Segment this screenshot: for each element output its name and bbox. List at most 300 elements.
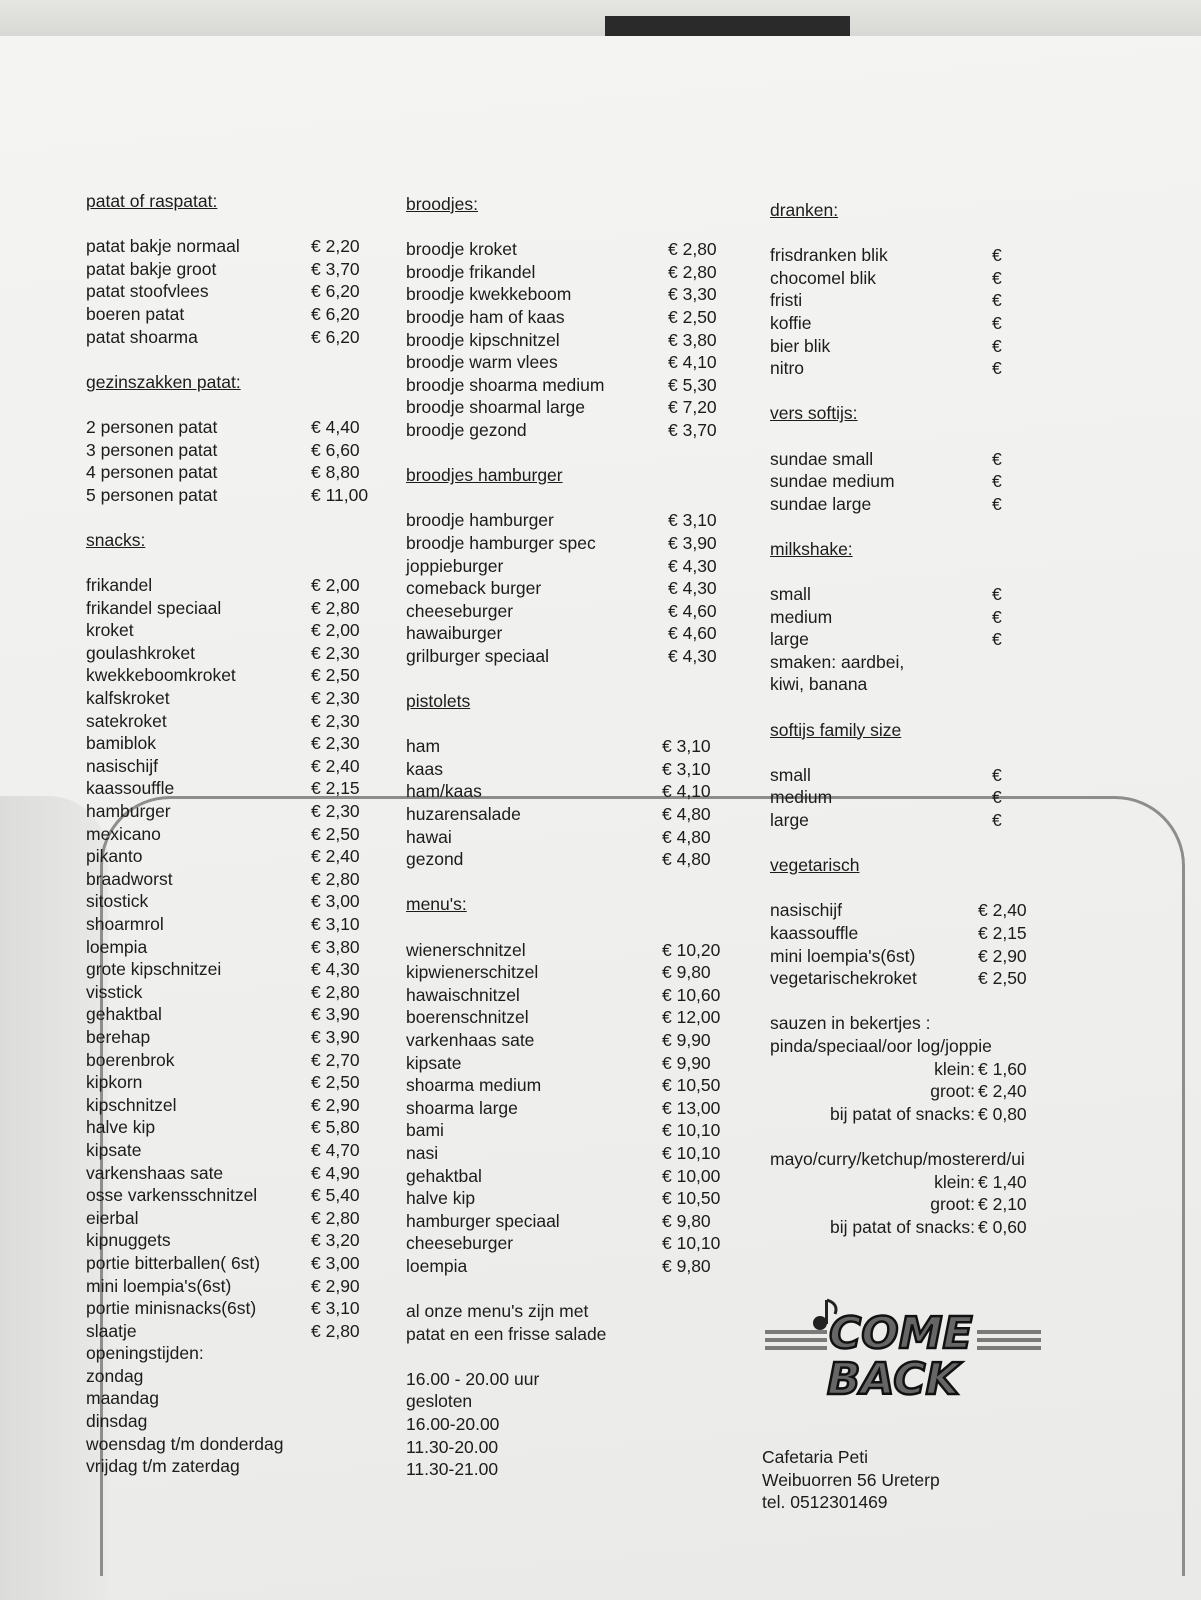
sauce-price — [770, 1216, 1060, 1239]
drink-item — [770, 312, 1060, 335]
snack-item — [86, 619, 386, 642]
broodje-item-name: broodje kwekkeboom — [406, 284, 572, 305]
sauce-price-label: groot: — [930, 1194, 975, 1215]
sauces-title: sauzen in bekertjes : — [770, 1013, 931, 1034]
snack-item-price: € 2,40 — [311, 846, 360, 867]
snack-item-name: frikandel speciaal — [86, 597, 222, 618]
menu-item-price: € 10,50 — [662, 1188, 721, 1209]
family-item — [770, 764, 1060, 787]
snack-item-price: € 3,00 — [311, 1252, 360, 1273]
sauce-price-label: klein: — [934, 1058, 975, 1079]
snack-item-price: € 3,00 — [311, 891, 360, 912]
snack-item-price: € 5,80 — [311, 1117, 360, 1138]
snack-item — [86, 1275, 386, 1298]
menu-item-name: nasi — [406, 1142, 439, 1163]
address-block — [762, 1446, 940, 1514]
milkshake-flavors: kiwi, banana — [770, 674, 868, 695]
hamburger-item-price: € 4,30 — [668, 578, 717, 599]
broodje-item-name: broodje kipschnitzel — [406, 329, 560, 350]
pistolet-item — [406, 803, 736, 826]
snack-item — [86, 981, 386, 1004]
pistolet-item — [406, 735, 736, 758]
snack-item-name: kwekkeboomkroket — [86, 665, 236, 686]
broodje-item-price: € 2,80 — [668, 239, 717, 260]
snack-item — [86, 1003, 386, 1026]
snack-item-name: bamiblok — [86, 733, 157, 754]
menu-item — [406, 1052, 736, 1075]
family-item — [770, 809, 1060, 832]
pistolet-item-price: € 4,80 — [662, 804, 711, 825]
broodje-item — [406, 351, 736, 374]
snack-item-price: € 2,30 — [311, 710, 360, 731]
section-heading-menus: menu's: — [406, 894, 467, 915]
patat-item-name: patat shoarma — [86, 326, 198, 347]
broodje-item — [406, 374, 736, 397]
menu-item — [406, 1029, 736, 1052]
pistolet-item-price: € 3,10 — [662, 736, 711, 757]
sauce-price — [770, 1193, 1060, 1216]
gezinszak-item — [86, 484, 386, 507]
milkshake-item-price: € — [992, 629, 1002, 650]
snack-item — [86, 642, 386, 665]
snack-item — [86, 687, 386, 710]
snack-item-price: € 2,80 — [311, 1320, 360, 1341]
hamburger-item — [406, 555, 736, 578]
section-heading-gezinszakken: gezinszakken patat: — [86, 371, 241, 392]
gezinszak-item-price: € 11,00 — [311, 484, 369, 505]
sauce-price-value: € 1,60 — [978, 1058, 1027, 1079]
section-heading-family-size: softijs family size — [770, 719, 902, 740]
snack-item-price: € 2,80 — [311, 1207, 360, 1228]
menu-item — [406, 1255, 736, 1278]
snack-item-price: € 2,00 — [311, 620, 360, 641]
snack-item-price: € 3,20 — [311, 1230, 360, 1251]
menu-item-price: € 9,90 — [662, 1052, 711, 1073]
sauce-price — [770, 1171, 1060, 1194]
snack-item — [86, 1049, 386, 1072]
snack-item-price: € 4,90 — [311, 1162, 360, 1183]
snack-item-name: frikandel — [86, 575, 153, 596]
hamburger-item-price: € 4,30 — [668, 645, 717, 666]
patat-item — [86, 303, 386, 326]
drink-item-price: € — [992, 312, 1002, 333]
menu-item-name: shoarma large — [406, 1097, 518, 1118]
milkshake-item-price: € — [992, 606, 1002, 627]
sauce-price-value: € 1,40 — [978, 1171, 1027, 1192]
vega-item — [770, 945, 1060, 968]
opening-time: 16.00-20.00 — [406, 1414, 500, 1435]
drink-item-price: € — [992, 335, 1002, 356]
menu-item — [406, 1187, 736, 1210]
drink-item — [770, 335, 1060, 358]
logo-text-top: COME — [829, 1308, 973, 1359]
menu-item — [406, 1006, 736, 1029]
section-heading-broodjes: broodjes: — [406, 194, 478, 214]
snack-item-name: varkenshaas sate — [86, 1162, 224, 1183]
menu-item-price: € 9,80 — [662, 1255, 711, 1276]
menu-column-3 — [770, 199, 1060, 1238]
snack-item — [86, 958, 386, 981]
pistolet-item-name: ham/kaas — [406, 781, 482, 802]
menu-item — [406, 939, 736, 962]
sauce-price-value: € 2,10 — [978, 1194, 1027, 1215]
snack-item-name: boerenbrok — [86, 1049, 175, 1070]
broodje-item-price: € 3,80 — [668, 329, 717, 350]
milkshake-item — [770, 583, 1060, 606]
menu-note: al onze menu's zijn met — [406, 1301, 589, 1322]
hamburger-item-name: hawaiburger — [406, 623, 503, 644]
background-wall — [0, 0, 1201, 40]
vega-item — [770, 922, 1060, 945]
snack-item — [86, 845, 386, 868]
snack-item-price: € 2,30 — [311, 642, 360, 663]
vega-item-price: € 2,50 — [978, 968, 1027, 989]
patat-item — [86, 235, 386, 258]
snack-item — [86, 755, 386, 778]
hamburger-item-price: € 3,10 — [668, 510, 717, 531]
opening-time: 11.30-21.00 — [406, 1459, 499, 1480]
drink-item-name: chocomel blik — [770, 267, 877, 288]
snack-item-name: portie minisnacks(6st) — [86, 1298, 257, 1319]
milkshake-flavors: smaken: aardbei, — [770, 651, 905, 672]
logo-text-bottom: BACK — [827, 1354, 960, 1403]
snack-item-name: goulashkroket — [86, 642, 195, 663]
softijs-item — [770, 470, 1060, 493]
snack-item — [86, 1116, 386, 1139]
family-item-price: € — [992, 764, 1002, 785]
section-heading-dranken: dranken: — [770, 200, 839, 220]
menu-item — [406, 984, 736, 1007]
broodje-item-name: broodje shoarma medium — [406, 374, 605, 395]
patat-item-name: boeren patat — [86, 303, 185, 324]
sauce-price-value: € 0,80 — [978, 1103, 1027, 1124]
menu-item-price: € 10,20 — [662, 939, 721, 960]
vega-item-price: € 2,40 — [978, 900, 1027, 921]
snack-item-name: loempia — [86, 936, 148, 957]
broodje-item-name: broodje kroket — [406, 239, 517, 260]
snack-item-name: osse varkensschnitzel — [86, 1185, 258, 1206]
milkshake-item-name: large — [770, 629, 809, 650]
snack-item-price: € 2,30 — [311, 688, 360, 709]
gezinszak-item-name: 4 personen patat — [86, 462, 218, 483]
softijs-item-price: € — [992, 471, 1002, 492]
drink-item-name: fristi — [770, 290, 803, 311]
opening-day: vrijdag t/m zaterdag — [86, 1456, 240, 1477]
pistolet-item-name: huzarensalade — [406, 804, 521, 825]
snack-item-price: € 5,40 — [311, 1185, 360, 1206]
phone-number: tel. 0512301469 — [762, 1492, 888, 1513]
hamburger-item — [406, 509, 736, 532]
patat-item-name: patat bakje groot — [86, 258, 217, 279]
menu-item — [406, 1165, 736, 1188]
vega-item-price: € 2,15 — [978, 923, 1027, 943]
snack-item — [86, 868, 386, 891]
drink-item-price: € — [992, 267, 1002, 288]
menu-item-name: halve kip — [406, 1188, 476, 1209]
milkshake-item-price: € — [992, 584, 1002, 605]
pistolet-item — [406, 826, 736, 849]
hamburger-item-price: € 4,30 — [668, 555, 717, 576]
snack-item-name: mini loempia's(6st) — [86, 1275, 232, 1296]
pistolet-item-price: € 4,80 — [662, 826, 711, 847]
snack-item-name: shoarmrol — [86, 914, 164, 934]
snack-item — [86, 710, 386, 733]
family-item-price: € — [992, 810, 1002, 831]
broodje-item-name: broodje shoarmal large — [406, 397, 585, 418]
snack-item-name: kipschnitzel — [86, 1094, 177, 1115]
opening-time: 16.00 - 20.00 uur — [406, 1368, 540, 1389]
snack-item-name: eierbal — [86, 1207, 139, 1228]
snack-item-name: pikanto — [86, 846, 143, 867]
menu-item-price: € 9,80 — [662, 962, 711, 983]
hamburger-item-name: comeback burger — [406, 578, 542, 599]
snack-item-price: € 2,70 — [311, 1049, 360, 1070]
snack-item-price: € 3,10 — [311, 1298, 360, 1319]
menu-item-price: € 10,10 — [662, 1142, 721, 1163]
snack-item-name: gehaktbal — [86, 1004, 162, 1025]
snack-item-name: hamburger — [86, 801, 171, 822]
sauce-price-value: € 2,40 — [978, 1081, 1027, 1102]
patat-item — [86, 258, 386, 281]
snack-item-name: satekroket — [86, 710, 167, 731]
pistolet-item-price: € 4,80 — [662, 849, 711, 870]
snack-item-price: € 3,90 — [311, 1004, 360, 1025]
snack-item — [86, 1139, 386, 1162]
menu-item — [406, 1097, 736, 1120]
snack-item — [86, 936, 386, 959]
snack-item-price: € 2,50 — [311, 665, 360, 686]
snack-item-name: kipnuggets — [86, 1230, 171, 1251]
family-item-name: medium — [770, 787, 833, 808]
snack-item — [86, 574, 386, 597]
drink-item — [770, 289, 1060, 312]
hamburger-item-name: cheeseburger — [406, 600, 514, 621]
snack-item — [86, 890, 386, 913]
broodje-item — [406, 396, 736, 419]
menu-item-price: € 10,00 — [662, 1165, 721, 1186]
hamburger-item — [406, 645, 736, 668]
street-address: Weibuorren 56 Ureterp — [762, 1469, 940, 1490]
vega-item — [770, 967, 1060, 990]
sauce-price-label: bij patat of snacks: — [830, 1216, 975, 1237]
hamburger-item — [406, 532, 736, 555]
snack-item-name: kalfskroket — [86, 688, 170, 709]
hamburger-item — [406, 577, 736, 600]
softijs-item-price: € — [992, 493, 1002, 514]
broodje-item — [406, 419, 736, 442]
patat-item-price: € 6,20 — [311, 303, 360, 324]
vega-item-name: mini loempia's(6st) — [770, 945, 916, 966]
menu-item — [406, 961, 736, 984]
snack-item-price: € 4,70 — [311, 1139, 360, 1160]
gezinszak-item-name: 5 personen patat — [86, 484, 218, 505]
vega-item-name: nasischijf — [770, 900, 842, 921]
menu-item-price: € 9,80 — [662, 1210, 711, 1231]
broodje-item — [406, 283, 736, 306]
snack-item-price: € 3,10 — [311, 914, 360, 934]
vega-item — [770, 899, 1060, 922]
snack-item-name: grote kipschnitzei — [86, 959, 222, 980]
broodje-item-price: € 2,50 — [668, 306, 717, 327]
snack-item-price: € 3,80 — [311, 936, 360, 957]
menu-item-name: boerenschnitzel — [406, 1007, 529, 1028]
softijs-item-price: € — [992, 448, 1002, 469]
broodje-item-price: € 2,80 — [668, 261, 717, 282]
broodje-item-price: € 3,70 — [668, 419, 717, 440]
opening-time: 11.30-20.00 — [406, 1436, 499, 1457]
drink-item-name: koffie — [770, 312, 812, 333]
snack-item-name: halve kip — [86, 1117, 156, 1138]
softijs-item-name: sundae large — [770, 493, 872, 514]
gezinszak-item-name: 2 personen patat — [86, 416, 218, 437]
hamburger-item-price: € 4,60 — [668, 623, 717, 644]
snack-item-price: € 2,40 — [311, 755, 360, 776]
snack-item — [86, 1026, 386, 1049]
opening-day: dinsdag — [86, 1411, 148, 1432]
business-name: Cafetaria Peti — [762, 1447, 869, 1467]
snack-item — [86, 1071, 386, 1094]
menu-column-2 — [406, 193, 736, 1481]
sauce-price — [770, 1103, 1060, 1126]
snack-item-name: braadworst — [86, 868, 173, 889]
pistolet-item-name: kaas — [406, 758, 443, 779]
snack-item-price: € 2,90 — [311, 1094, 360, 1115]
menu-note: patat en een frisse salade — [406, 1323, 607, 1344]
patat-item-price: € 3,70 — [311, 258, 360, 279]
broodje-item-price: € 4,10 — [668, 352, 717, 373]
drink-item — [770, 267, 1060, 290]
drink-item-price: € — [992, 290, 1002, 311]
hamburger-item — [406, 622, 736, 645]
snack-item-name: portie bitterballen( 6st) — [86, 1252, 261, 1273]
menu-item-name: kipwienerschitzel — [406, 962, 539, 983]
family-item-name: large — [770, 810, 809, 831]
gezinszak-item-price: € 8,80 — [311, 462, 360, 483]
gezinszak-item — [86, 439, 386, 462]
drink-item-price: € — [992, 358, 1002, 379]
vega-item-name: vegetarischekroket — [770, 968, 917, 989]
section-heading-hamburger: broodjes hamburger — [406, 465, 563, 486]
snack-item-name: kaassouffle — [86, 778, 175, 799]
broodje-item — [406, 329, 736, 352]
opening-day: woensdag t/m donderdag — [86, 1433, 284, 1454]
menu-item-name: hamburger speciaal — [406, 1210, 560, 1231]
menu-item-price: € 9,90 — [662, 1029, 711, 1050]
section-heading-vegetarisch: vegetarisch — [770, 855, 860, 876]
pistolet-item-name: gezond — [406, 849, 464, 870]
sauce-price-label: klein: — [934, 1171, 975, 1192]
broodje-item — [406, 261, 736, 284]
hamburger-item-name: joppieburger — [406, 555, 504, 576]
drink-item-name: frisdranken blik — [770, 245, 888, 266]
vega-item-name: kaassouffle — [770, 923, 859, 943]
menu-item-price: € 13,00 — [662, 1097, 721, 1118]
snack-item — [86, 1252, 386, 1275]
section-heading-pistolets: pistolets — [406, 691, 471, 712]
family-item — [770, 786, 1060, 809]
drink-item — [770, 244, 1060, 267]
sauces-group-name: pinda/speciaal/oor log/joppie — [770, 1035, 992, 1056]
opening-hours-heading: openingstijden: — [86, 1343, 204, 1364]
milkshake-item-name: medium — [770, 606, 833, 627]
snack-item-price: € 2,50 — [311, 823, 360, 844]
menu-item — [406, 1232, 736, 1255]
snack-item — [86, 823, 386, 846]
menu-item — [406, 1210, 736, 1233]
family-item-name: small — [770, 764, 811, 785]
snack-item-name: visstick — [86, 981, 143, 1002]
gezinszak-item-price: € 4,40 — [311, 416, 360, 437]
snack-item — [86, 1094, 386, 1117]
menu-item-name: kipsate — [406, 1052, 462, 1073]
snack-item — [86, 1162, 386, 1185]
snack-item-name: slaatje — [86, 1320, 137, 1341]
come-back-logo — [765, 1298, 1043, 1403]
snack-item — [86, 597, 386, 620]
snack-item — [86, 664, 386, 687]
gezinszak-item — [86, 416, 386, 439]
section-heading-snacks: snacks: — [86, 529, 146, 550]
pistolet-item — [406, 758, 736, 781]
pistolet-item — [406, 780, 736, 803]
sauce-price-label: groot: — [930, 1081, 975, 1102]
menu-item — [406, 1074, 736, 1097]
milkshake-item — [770, 606, 1060, 629]
softijs-item-name: sundae small — [770, 448, 874, 469]
hamburger-item — [406, 600, 736, 623]
snack-item — [86, 732, 386, 755]
snack-item-price: € 2,50 — [311, 1072, 360, 1093]
snack-item — [86, 800, 386, 823]
milkshake-item — [770, 628, 1060, 651]
drink-item — [770, 357, 1060, 380]
opening-day: zondag — [86, 1365, 144, 1386]
snack-item-price: € 2,80 — [311, 597, 360, 618]
snack-item-price: € 2,15 — [311, 778, 360, 799]
snack-item — [86, 1229, 386, 1252]
snack-item-price: € 2,00 — [311, 575, 360, 596]
pistolet-item-price: € 3,10 — [662, 758, 711, 779]
snack-item — [86, 777, 386, 800]
snack-item-name: berehap — [86, 1026, 151, 1047]
snack-item-price: € 4,30 — [311, 959, 360, 980]
broodje-item-price: € 7,20 — [668, 397, 717, 418]
patat-item-price: € 6,20 — [311, 281, 360, 302]
snack-item-name: kipkorn — [86, 1072, 143, 1093]
sauce-price-value: € 0,60 — [978, 1216, 1027, 1237]
menu-item — [406, 1119, 736, 1142]
hamburger-item-price: € 3,90 — [668, 532, 717, 553]
hamburger-item-name: grilburger speciaal — [406, 645, 549, 666]
hamburger-item-name: broodje hamburger spec — [406, 532, 596, 553]
snack-item-name: mexicano — [86, 823, 161, 844]
patat-item-price: € 6,20 — [311, 326, 360, 347]
menu-item-name: gehaktbal — [406, 1165, 482, 1186]
patat-item-name: patat stoofvlees — [86, 281, 209, 302]
snack-item — [86, 913, 386, 936]
menu-item-price: € 10,10 — [662, 1120, 721, 1141]
patat-item — [86, 326, 386, 349]
snack-item-price: € 2,80 — [311, 868, 360, 889]
menu-column-1 — [86, 190, 386, 1478]
broodje-item-name: broodje frikandel — [406, 261, 536, 282]
sauces-group-name: mayo/curry/ketchup/mostererd/ui — [770, 1148, 1025, 1169]
snack-item — [86, 1297, 386, 1320]
hamburger-item-price: € 4,60 — [668, 600, 717, 621]
menu-item-price: € 10,60 — [662, 984, 721, 1005]
sauce-price — [770, 1080, 1060, 1103]
softijs-item — [770, 493, 1060, 516]
